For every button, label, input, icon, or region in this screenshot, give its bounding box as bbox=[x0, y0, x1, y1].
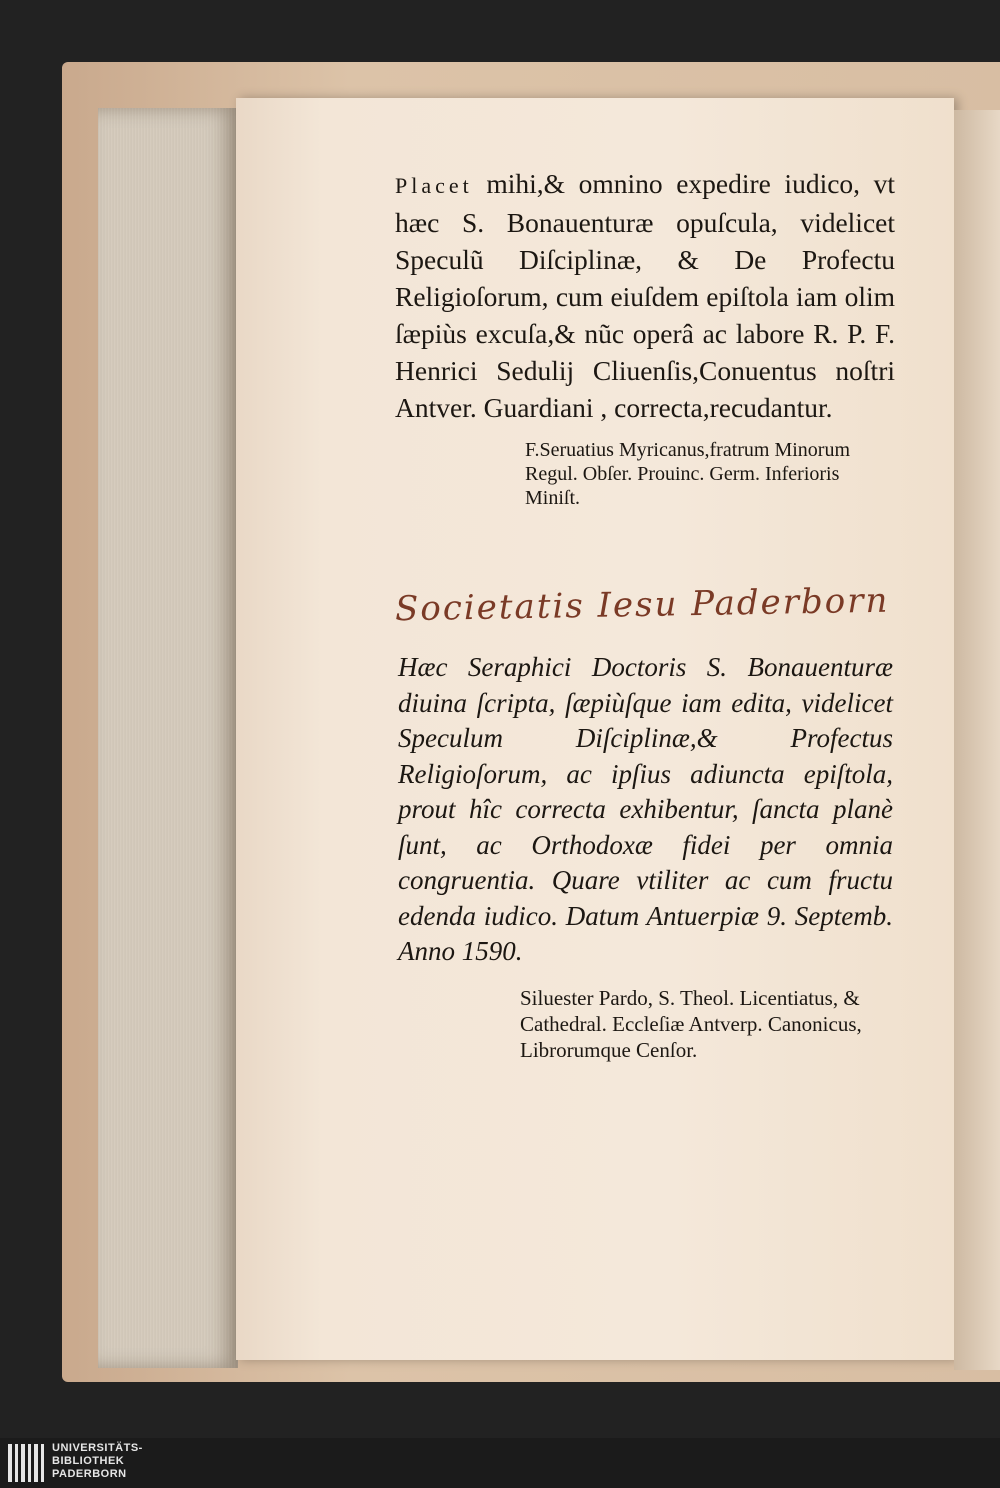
approval-block bbox=[395, 165, 895, 510]
approval-body: mihi,& omnino expedire iudico, vt hæc S. Bonauenturæ opuſcula, videlicet Speculũ Diſciplinæ, & De Profectu Religioſorum, cum eiuſdem epiſtola iam olim ſæpiùs excuſa,& nũc operâ ac labore R. P. F. Henrici Sedulij Cliuenſis,Conuentus noſtri Antver. Guardiani , correcta,recudantur. bbox=[395, 168, 895, 423]
approval-text bbox=[395, 165, 895, 426]
library-footer bbox=[0, 1438, 1000, 1488]
facing-page-edge bbox=[954, 110, 1000, 1370]
library-logo-text bbox=[52, 1442, 143, 1481]
library-logo-icon bbox=[8, 1444, 44, 1482]
logo-line-2: BIBLIOTHEK bbox=[52, 1455, 125, 1467]
approval-signature: F.Seruatius Myricanus,fratrum Minorum Regul. Obſer. Prouinc. Germ. Inferioris Miniſt. bbox=[525, 439, 851, 509]
page-edges bbox=[98, 108, 238, 1368]
censor-signature: Siluester Pardo, S. Theol. Licentiatus, & Cathedral. Eccleſiæ Antverp. Canonicus, Librorumque Cenſor. bbox=[520, 986, 862, 1062]
handwritten-ownership-note: Societatis Iesu Paderborn bbox=[394, 580, 890, 630]
approval-lead: Placet bbox=[395, 173, 473, 198]
logo-line-3: PADERBORN bbox=[52, 1468, 127, 1480]
logo-line-1: UNIVERSITÄTS- bbox=[52, 1442, 143, 1454]
censor-approval-text: Hæc Seraphici Doctoris S. Bonauenturæ diuina ſcripta, ſæpiùſque iam edita, videlicet Speculum Diſciplinæ,& Profectus Religioſorum, ac ipſius adiuncta epiſtola, prout hîc correcta exhibentur, ſancta planè ſunt, ac Orthodoxæ fidei per omnia congruentia. Quare vtiliter ac cum fructu edenda iudico. Datum Antuerpiæ 9. Septemb. Anno 1590. bbox=[398, 652, 893, 966]
